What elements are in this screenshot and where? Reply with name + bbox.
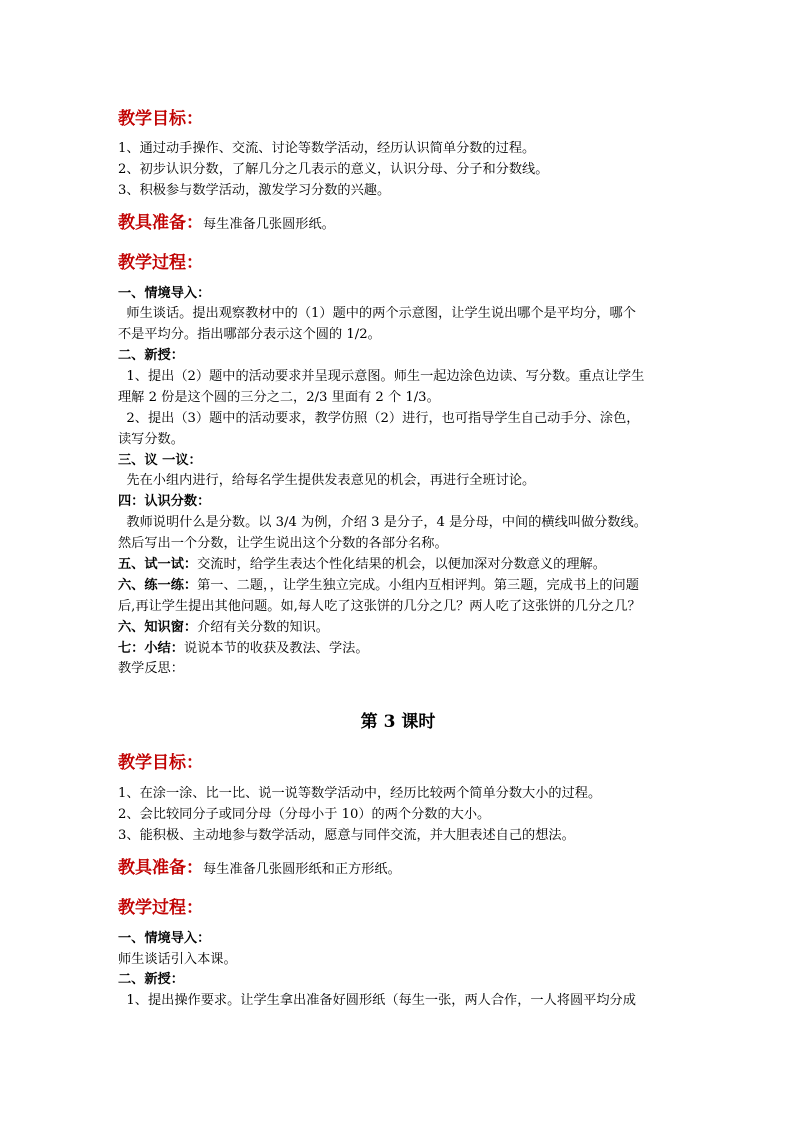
step-6-cont: 后,再让学生提出其他问题。如,每人吃了这张饼的几分之几？两人吃了这张饼的几分之几？ (118, 599, 641, 614)
prep-line (118, 857, 401, 881)
step-6b-text: 介绍有关分数的知识。 (197, 620, 329, 635)
prep-text: 每生准备几张圆形纸。 (203, 217, 335, 232)
step-text: 读写分数。 (118, 432, 184, 447)
step-6 (118, 577, 639, 595)
step-7 (118, 640, 369, 658)
step-6b-label: 六、知识窗： (118, 620, 198, 635)
step-text: 1、提出操作要求。让学生拿出准备好圆形纸（每生一张，两人合作，一人将圆平均分成 (118, 993, 636, 1008)
reflection-label: 教学反思： (118, 661, 184, 676)
step-text: 先在小组内进行，给每名学生提供发表意见的机会，再进行全班讨论。 (118, 473, 536, 488)
step-heading: 二、新授： (118, 972, 184, 987)
section-title-process: 教学过程： (118, 253, 203, 273)
step-heading: 一、情境导入： (118, 931, 211, 946)
section-title-process: 教学过程： (118, 898, 203, 918)
lesson-title: 第 3 课时 (360, 712, 436, 732)
step-heading: 二、新授： (118, 348, 184, 363)
section-title-goals: 教学目标： (118, 753, 203, 773)
step-5 (118, 556, 606, 574)
section-title-prep: 教具准备： (118, 858, 203, 878)
prep-text: 每生准备几张圆形纸和正方形纸。 (203, 862, 401, 877)
goal-line: 2、初步认识分数，了解几分之几表示的意义，认识分母、分子和分数线。 (118, 162, 549, 177)
step-5-text: 交流时，给学生表达个性化结果的机会，以便加深对分数意义的理解。 (197, 557, 606, 572)
step-heading: 一、情境导入： (118, 286, 211, 301)
step-7-label: 七：小结： (118, 641, 184, 656)
step-text: 1、提出（2）题中的活动要求并呈现示意图。师生一起边涂色边读、写分数。重点让学生 (118, 369, 645, 384)
section-title-goals: 教学目标： (118, 109, 203, 129)
goal-line: 1、在涂一涂、比一比、说一说等数学活动中，经历比较两个简单分数大小的过程。 (118, 786, 602, 801)
goal-line: 1、通过动手操作、交流、讨论等数学活动，经历认识简单分数的过程。 (118, 141, 536, 156)
step-6-label: 六、练一练： (118, 578, 198, 593)
step-text: 不是平均分。指出哪部分表示这个圆的 1/2。 (118, 327, 381, 342)
prep-line (118, 212, 335, 236)
step-6-text: 第一、二题，，让学生独立完成。小组内互相评判。第三题，完成书上的问题 (197, 578, 639, 593)
goal-line: 2、会比较同分子或同分母（分母小于 10）的两个分数的大小。 (118, 807, 491, 822)
step-7-text: 说说本节的收获及教法、学法。 (183, 641, 369, 656)
step-text: 2、提出（3）题中的活动要求，教学仿照（2）进行，也可指导学生自己动手分、涂色， (118, 411, 640, 426)
step-text: 教师说明什么是分数。以 3/4 为例，介绍 3 是分子，4 是分母，中间的横线叫做分数线。 (118, 515, 647, 530)
step-text: 师生谈话。提出观察教材中的（1）题中的两个示意图，让学生说出哪个是平均分，哪个 (118, 306, 636, 321)
step-6b (118, 619, 329, 637)
goal-line: 3、积极参与数学活动，激发学习分数的兴趣。 (118, 183, 391, 198)
step-5-label: 五、试一试： (118, 557, 198, 572)
step-heading: 三、议 一议： (118, 453, 202, 468)
step-text: 理解 2 份是这个圆的三分之二，2/3 里面有 2 个 1/3。 (118, 390, 440, 405)
goal-line: 3、能积极、主动地参与数学活动，愿意与同伴交流，并大胆表述自己的想法。 (118, 828, 575, 843)
step-heading: 四：认识分数： (118, 494, 211, 509)
step-text: 然后写出一个分数，让学生说出这个分数的各部分名称。 (118, 536, 448, 551)
section-title-prep: 教具准备： (118, 213, 203, 233)
step-text: 师生谈话引入本课。 (118, 952, 237, 967)
